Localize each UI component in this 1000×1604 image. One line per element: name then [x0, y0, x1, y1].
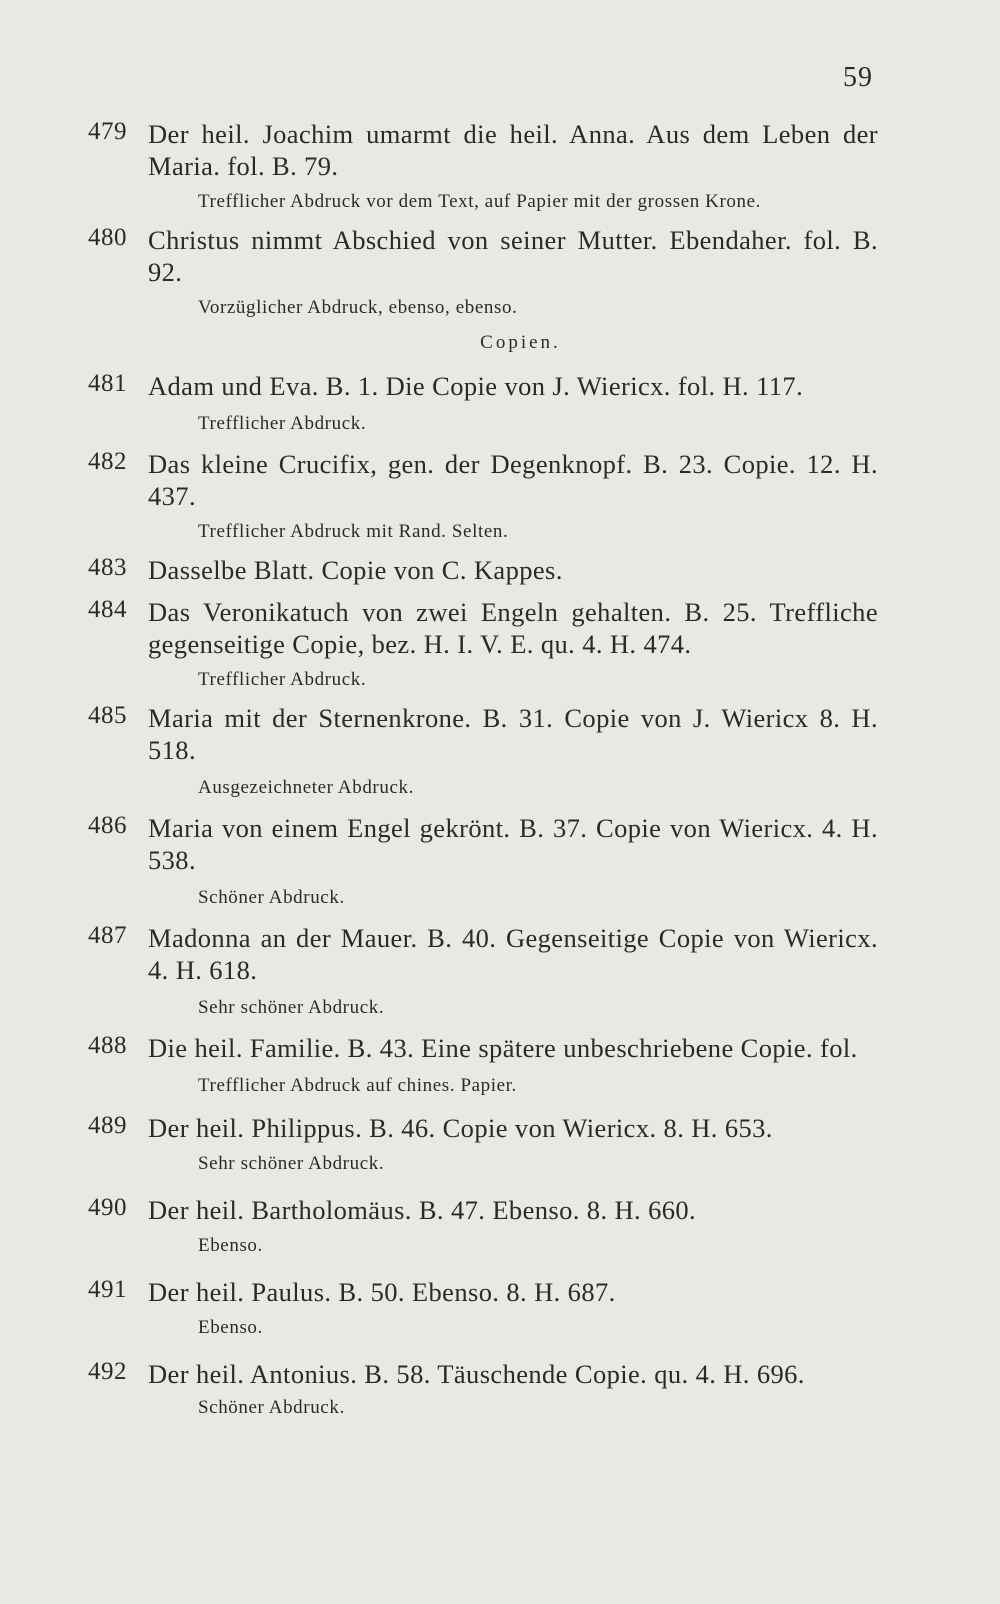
entry-number: 486 — [88, 812, 127, 839]
catalogue-entries — [88, 118, 878, 1420]
entry-number: 484 — [88, 596, 127, 623]
page-number: 59 — [843, 62, 873, 93]
entry-title: Der heil. Joachim umarmt die heil. Anna. Aus dem Leben der Maria. fol. B. 79. — [148, 119, 878, 181]
catalogue-entry — [88, 370, 878, 436]
entry-title: Christus nimmt Abschied von seiner Mutter. Ebendaher. fol. B. 92. — [148, 225, 878, 287]
entry-title: Das kleine Crucifix, gen. der Degenknopf. B. 23. Copie. 12. H. 437. — [148, 449, 878, 511]
catalogue-entry — [88, 922, 878, 1020]
entry-number: 480 — [88, 224, 127, 251]
entry-title: Der heil. Bartholomäus. B. 47. Ebenso. 8. H. 660. — [148, 1195, 697, 1225]
entry-note: Ausgezeichneter Abdruck. — [198, 777, 414, 798]
catalogue-entry — [88, 224, 878, 320]
entry-note: Schöner Abdruck. — [198, 887, 345, 908]
entry-title: Der heil. Philippus. B. 46. Copie von Wiericx. 8. H. 653. — [148, 1113, 773, 1143]
catalogue-entry — [88, 448, 878, 544]
entry-title: Madonna an der Mauer. B. 40. Gegenseitige Copie von Wiericx. 4. H. 618. — [148, 923, 878, 985]
entry-note: Vorzüglicher Abdruck, ebenso, ebenso. — [198, 297, 518, 318]
entry-note: Trefflicher Abdruck. — [198, 669, 367, 690]
entry-title: Das Veronikatuch von zwei Engeln gehalten. B. 25. Treffliche gegenseitige Copie, bez. H. I. V. E. qu. 4. H. 474. — [148, 597, 878, 659]
catalogue-entry — [88, 702, 878, 800]
entry-title: Adam und Eva. B. 1. Die Copie von J. Wiericx. fol. H. 117. — [148, 371, 804, 401]
entry-number: 481 — [88, 370, 127, 397]
catalogue-entry — [88, 1032, 878, 1098]
catalogue-entry — [88, 554, 878, 586]
entry-note: Sehr schöner Abdruck. — [198, 1153, 385, 1174]
entry-number: 483 — [88, 554, 127, 581]
entry-note: Sehr schöner Abdruck. — [198, 997, 385, 1018]
entry-number: 485 — [88, 702, 127, 729]
entry-number: 492 — [88, 1358, 127, 1385]
entry-number: 479 — [88, 118, 127, 145]
entry-number: 482 — [88, 448, 127, 475]
entry-number: 489 — [88, 1112, 127, 1139]
entry-note: Trefflicher Abdruck mit Rand. Selten. — [198, 521, 509, 542]
entry-note: Ebenso. — [198, 1235, 263, 1256]
entry-number: 491 — [88, 1276, 127, 1303]
catalogue-entry — [88, 1358, 878, 1420]
entry-note: Trefflicher Abdruck. — [198, 413, 367, 434]
entry-number: 488 — [88, 1032, 127, 1059]
catalogue-entry — [88, 596, 878, 692]
entry-note: Schöner Abdruck. — [198, 1397, 345, 1418]
catalogue-entry — [88, 118, 878, 214]
catalogue-entry — [88, 812, 878, 910]
entry-number: 490 — [88, 1194, 127, 1221]
entry-note: Ebenso. — [198, 1317, 263, 1338]
entry-title: Der heil. Paulus. B. 50. Ebenso. 8. H. 687. — [148, 1277, 616, 1307]
catalogue-entry — [88, 1194, 878, 1258]
entry-title: Dasselbe Blatt. Copie von C. Kappes. — [148, 555, 563, 585]
section-heading: Copien. — [480, 332, 561, 353]
entry-title: Der heil. Antonius. B. 58. Täuschende Copie. qu. 4. H. 696. — [148, 1359, 805, 1389]
catalogue-entry — [88, 1112, 878, 1176]
entry-title: Maria mit der Sternenkrone. B. 31. Copie von J. Wiericx 8. H. 518. — [148, 703, 878, 765]
entry-title: Maria von einem Engel gekrönt. B. 37. Copie von Wiericx. 4. H. 538. — [148, 813, 878, 875]
entry-number: 487 — [88, 922, 127, 949]
catalogue-entry — [88, 1276, 878, 1340]
entry-note: Trefflicher Abdruck vor dem Text, auf Papier mit der grossen Krone. — [198, 191, 762, 212]
entry-title: Die heil. Familie. B. 43. Eine spätere unbeschriebene Copie. fol. — [148, 1033, 858, 1063]
entry-note: Trefflicher Abdruck auf chines. Papier. — [198, 1075, 517, 1096]
